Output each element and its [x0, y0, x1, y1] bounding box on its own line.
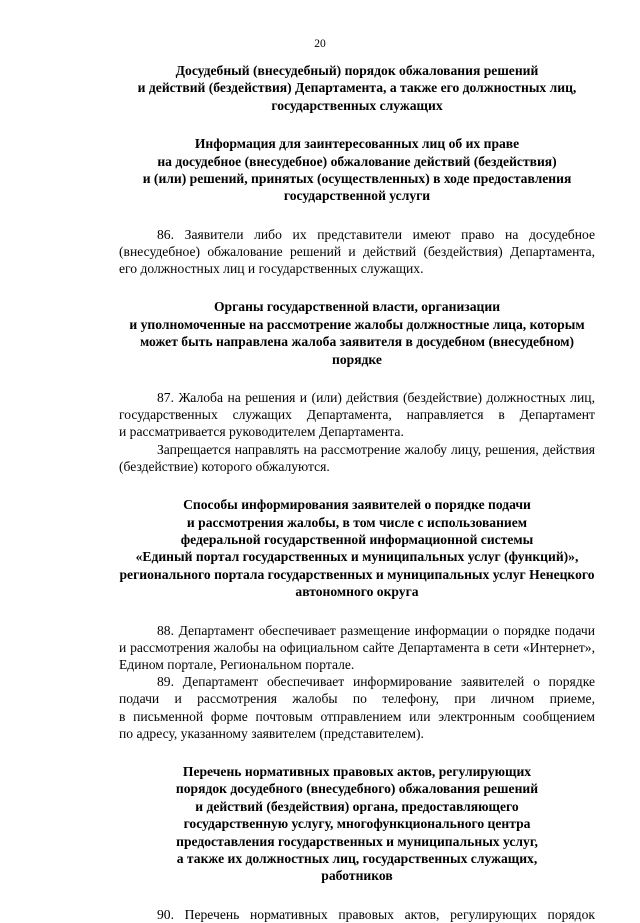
paragraph-87-prohibition: [119, 441, 595, 475]
paragraph-line: по адресу, указанному заявителем (представителем).: [119, 725, 424, 741]
heading-line: «Единый портал государственных и муниципальных услуг (функций)»,: [135, 549, 579, 565]
paragraph-line: и рассматривается руководителем Департамента.: [119, 424, 404, 440]
heading-line: и рассмотрения жалобы, в том числе с использованием: [186, 514, 528, 530]
paragraph-line: в письменной форме почтовым отправлением или электронным сообщением: [119, 708, 595, 724]
paragraph-line: его должностных лиц и государственных служащих.: [119, 261, 424, 277]
heading-line: порядке: [332, 351, 382, 367]
paragraph-86: [119, 226, 595, 278]
paragraph-89: [119, 673, 595, 742]
document-content: [119, 62, 595, 923]
paragraph-line: и рассмотрения жалобы на официальном сайте Департамента в сети «Интернет»,: [119, 639, 595, 655]
paragraph-87: [119, 389, 595, 441]
heading-line: автономного округа: [295, 584, 419, 600]
heading-line: Досудебный (внесудебный) порядок обжалования решений: [175, 63, 539, 78]
section-heading-regulatory-acts: [119, 763, 595, 885]
paragraph-line: 90. Перечень нормативных правовых актов, регулирующих порядок: [157, 906, 595, 922]
section-heading-information-methods: [119, 496, 595, 600]
heading-line: и действий (бездействия) органа, предоставляющего: [195, 798, 519, 814]
heading-line: на досудебное (внесудебное) обжалование действий (бездействия): [157, 153, 557, 169]
paragraph-line: подачи и рассмотрения жалобы по телефону, при личном приеме,: [119, 691, 595, 707]
paragraph-line: 88. Департамент обеспечивает размещение информации о порядке подачи: [157, 622, 595, 638]
heading-line: Органы государственной власти, организации: [213, 299, 501, 315]
paragraph-line: 89. Департамент обеспечивает информирование заявителей о порядке: [157, 674, 595, 690]
heading-line: и уполномоченные на рассмотрение жалобы должностные лица, которым: [129, 316, 585, 332]
paragraph-line: Едином портале, Региональном портале.: [119, 656, 355, 672]
heading-line: может быть направлена жалоба заявителя в досудебном (внесудебном): [139, 334, 575, 350]
heading-line: предоставления государственных и муниципальных услуг,: [176, 833, 538, 849]
paragraph-line: 87. Жалоба на решения и (или) действия (бездействие) должностных лиц,: [157, 390, 595, 406]
heading-line: и действий (бездействия) Департамента, а также его должностных лиц,: [137, 80, 577, 96]
paragraph-line: Запрещается направлять на рассмотрение жалобу лицу, решения, действия: [157, 441, 595, 457]
heading-line: Способы информирования заявителей о порядке подачи: [183, 497, 531, 513]
heading-line: порядок досудебного (внесудебного) обжалования решений: [175, 781, 539, 797]
paragraph-line: 86. Заявители либо их представители имеют право на досудебное: [157, 226, 595, 242]
heading-line: Перечень нормативных правовых актов, регулирующих: [182, 763, 532, 779]
heading-line: и (или) решений, принятых (осуществленных) в ходе предоставления: [142, 171, 572, 187]
paragraph-line: (внесудебное) обжалование решений и действий (бездействия) Департамента,: [119, 244, 595, 260]
heading-line: а также их должностных лиц, государственных служащих,: [176, 850, 538, 866]
heading-line: федеральной государственной информационной системы: [180, 531, 534, 547]
paragraph-line: (бездействие) которого обжалуются.: [119, 458, 330, 474]
heading-line: государственной услуги: [283, 188, 431, 204]
heading-line: регионального портала государственных и муниципальных услуг Ненецкого: [119, 566, 595, 582]
paragraph-90: [119, 906, 595, 923]
heading-line: работников: [321, 868, 393, 884]
heading-line: государственную услугу, многофункционального центра: [183, 816, 531, 832]
section-heading-appeal-procedure: [119, 62, 595, 114]
section-heading-authorities: [119, 298, 595, 368]
paragraph-line: государственных служащих Департамента, направляется в Департамент: [119, 407, 595, 423]
paragraph-88: [119, 622, 595, 674]
heading-line: государственных служащих: [271, 97, 443, 113]
section-heading-applicant-rights: [119, 135, 595, 205]
page-number: 20: [314, 38, 326, 50]
heading-line: Информация для заинтересованных лиц об их праве: [194, 136, 520, 152]
